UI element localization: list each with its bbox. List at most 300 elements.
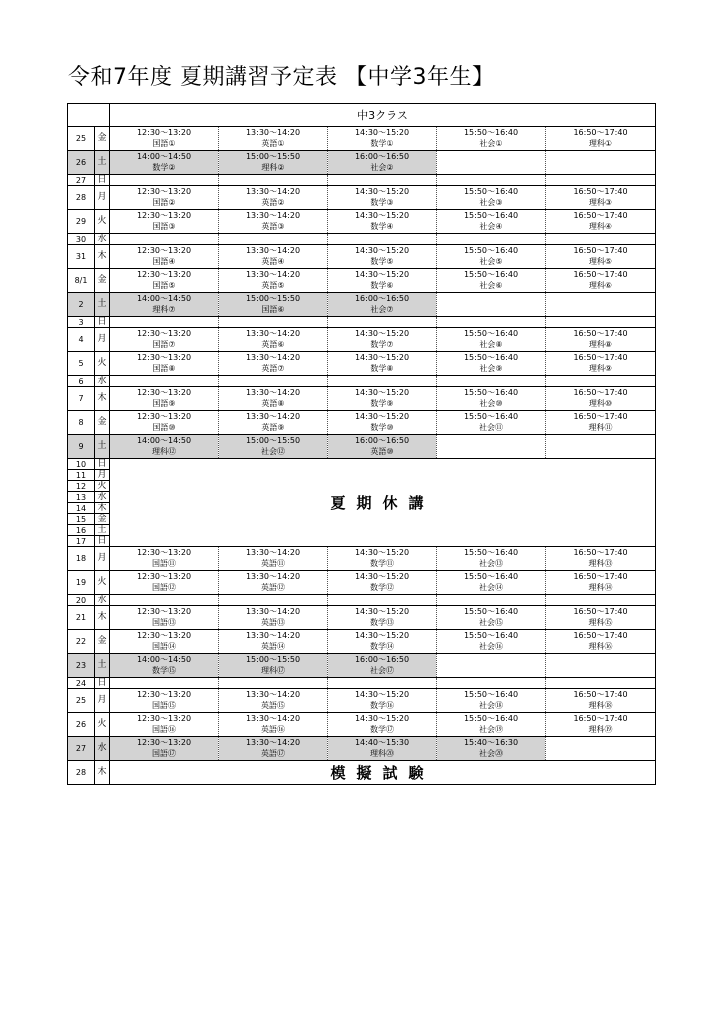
lesson-slot	[219, 411, 328, 435]
class-header: 中3クラス	[110, 104, 656, 127]
lesson-time: 14:30～15:20	[354, 607, 410, 616]
lesson-slot	[219, 151, 328, 175]
lesson-slot	[110, 713, 219, 737]
date-cell: 21	[68, 606, 95, 630]
empty-slot	[219, 595, 328, 606]
header-row	[68, 104, 656, 127]
lesson-time: 16:00～16:50	[354, 294, 410, 303]
lesson-subject: 数学⑰	[370, 724, 394, 734]
date-cell: 11	[68, 470, 95, 481]
weekday-cell: 月	[95, 547, 110, 571]
lesson-slot	[546, 293, 656, 317]
empty-slot	[110, 678, 219, 689]
empty-slot	[219, 175, 328, 186]
lesson-time: 14:30～15:20	[354, 714, 410, 723]
lesson-time: 15:50～16:40	[463, 572, 519, 581]
schedule-row	[68, 234, 656, 245]
lesson-time: 16:50～17:40	[573, 211, 628, 220]
lesson-time: 15:50～16:40	[463, 690, 519, 699]
schedule-row	[68, 547, 656, 571]
lesson-slot	[328, 630, 437, 654]
empty-slot	[328, 175, 437, 186]
lesson-slot	[437, 435, 546, 459]
lesson-time: 14:00～14:50	[136, 436, 192, 445]
lesson-subject: 英語⑧	[261, 398, 285, 408]
lesson-time: 14:30～15:20	[354, 211, 410, 220]
schedule-row	[68, 689, 656, 713]
lesson-subject: 国語②	[152, 197, 176, 207]
weekday-cell: 土	[95, 525, 110, 536]
weekday-cell: 火	[95, 713, 110, 737]
empty-slot	[437, 376, 546, 387]
lesson-time: 13:30～14:20	[245, 738, 301, 747]
weekday-cell: 木	[95, 761, 110, 785]
lesson-slot	[546, 127, 656, 151]
lesson-subject: 理科③	[588, 197, 613, 207]
lesson-time: 16:00～16:50	[354, 152, 410, 161]
weekday-cell: 土	[95, 151, 110, 175]
header-blank	[68, 104, 110, 127]
date-cell: 13	[68, 492, 95, 503]
lesson-time: 12:30～13:20	[136, 187, 192, 196]
lesson-slot	[328, 245, 437, 269]
lesson-slot	[328, 293, 437, 317]
lesson-slot	[437, 387, 546, 411]
schedule-row	[68, 245, 656, 269]
lesson-subject: 社会⑥	[479, 280, 503, 290]
lesson-slot	[219, 245, 328, 269]
lesson-subject: 社会⑮	[479, 617, 503, 627]
lesson-time: 14:00～14:50	[136, 294, 192, 303]
lesson-time: 12:30～13:20	[136, 412, 192, 421]
lesson-time: 12:30～13:20	[136, 353, 192, 362]
lesson-time: 16:50～17:40	[573, 690, 628, 699]
empty-slot	[219, 376, 328, 387]
weekday-cell: 月	[95, 186, 110, 210]
empty-slot	[110, 234, 219, 245]
lesson-time: 13:30～14:20	[245, 690, 301, 699]
lesson-subject: 理科⑬	[588, 558, 613, 568]
lesson-subject: 社会⑩	[479, 398, 503, 408]
lesson-slot	[328, 571, 437, 595]
lesson-time: 15:50～16:40	[463, 353, 519, 362]
empty-slot	[219, 234, 328, 245]
lesson-subject: 国語⑪	[152, 558, 176, 568]
date-cell: 28	[68, 186, 95, 210]
date-cell: 19	[68, 571, 95, 595]
lesson-slot	[437, 630, 546, 654]
date-cell: 25	[68, 689, 95, 713]
date-cell: 26	[68, 713, 95, 737]
lesson-subject: 国語⑫	[152, 582, 176, 592]
empty-slot	[219, 317, 328, 328]
lesson-slot	[110, 151, 219, 175]
empty-slot	[546, 678, 656, 689]
lesson-slot	[219, 654, 328, 678]
lesson-slot	[110, 630, 219, 654]
schedule-row	[68, 387, 656, 411]
empty-slot	[110, 376, 219, 387]
schedule-row	[68, 571, 656, 595]
lesson-slot	[328, 186, 437, 210]
lesson-subject: 英語⑭	[261, 641, 285, 651]
empty-slot	[328, 317, 437, 328]
schedule-row	[68, 328, 656, 352]
lesson-subject: 数学①	[370, 138, 394, 148]
weekday-cell: 水	[95, 376, 110, 387]
schedule-row	[68, 737, 656, 761]
lesson-time: 15:50～16:40	[463, 128, 519, 137]
lesson-subject: 社会⑫	[261, 446, 285, 456]
lesson-slot	[219, 713, 328, 737]
weekday-cell: 火	[95, 481, 110, 492]
lesson-subject: 数学⑦	[370, 339, 394, 349]
lesson-slot	[110, 293, 219, 317]
lesson-slot	[328, 713, 437, 737]
date-cell: 25	[68, 127, 95, 151]
lesson-slot	[328, 606, 437, 630]
weekday-cell: 日	[95, 459, 110, 470]
lesson-subject: 国語⑮	[152, 700, 176, 710]
date-cell: 16	[68, 525, 95, 536]
lesson-time: 14:30～15:20	[354, 412, 410, 421]
lesson-subject: 理科⑮	[588, 617, 613, 627]
lesson-subject: 理科⑧	[588, 339, 613, 349]
lesson-slot	[437, 328, 546, 352]
lesson-slot	[437, 571, 546, 595]
lesson-subject: 理科⑩	[588, 398, 613, 408]
lesson-time: 13:30～14:20	[245, 353, 301, 362]
lesson-subject: 理科⑦	[152, 304, 176, 314]
lesson-slot	[110, 654, 219, 678]
date-cell: 15	[68, 514, 95, 525]
date-cell: 22	[68, 630, 95, 654]
weekday-cell: 金	[95, 127, 110, 151]
lesson-time: 12:30～13:20	[136, 388, 192, 397]
weekday-cell: 日	[95, 536, 110, 547]
lesson-slot	[437, 127, 546, 151]
weekday-cell: 木	[95, 503, 110, 514]
date-cell: 31	[68, 245, 95, 269]
date-cell: 23	[68, 654, 95, 678]
lesson-time: 13:30～14:20	[245, 128, 301, 137]
lesson-slot	[328, 737, 437, 761]
lesson-slot	[437, 411, 546, 435]
lesson-time: 16:50～17:40	[573, 270, 628, 279]
lesson-time: 15:50～16:40	[463, 246, 519, 255]
empty-slot	[437, 234, 546, 245]
lesson-subject: 国語①	[152, 138, 176, 148]
lesson-subject: 理科⑲	[588, 724, 613, 734]
lesson-slot	[546, 186, 656, 210]
lesson-subject: 数学⑧	[370, 363, 394, 373]
lesson-subject: 英語②	[261, 197, 285, 207]
lesson-time: 15:50～16:40	[463, 270, 519, 279]
lesson-subject: 社会⑰	[370, 665, 394, 675]
lesson-subject: 英語③	[261, 221, 285, 231]
weekday-cell: 火	[95, 352, 110, 376]
lesson-time: 16:50～17:40	[573, 631, 628, 640]
weekday-cell: 月	[95, 689, 110, 713]
empty-slot	[546, 376, 656, 387]
weekday-cell: 日	[95, 175, 110, 186]
lesson-slot	[328, 689, 437, 713]
lesson-slot	[546, 571, 656, 595]
lesson-time: 14:30～15:20	[354, 631, 410, 640]
lesson-slot	[110, 127, 219, 151]
lesson-subject: 英語⑪	[261, 558, 285, 568]
lesson-subject: 社会⑧	[479, 339, 503, 349]
lesson-subject: 英語⑤	[261, 280, 285, 290]
lesson-slot	[328, 127, 437, 151]
empty-slot	[546, 234, 656, 245]
lesson-time: 14:00～14:50	[136, 152, 192, 161]
schedule-row	[68, 435, 656, 459]
empty-slot	[437, 678, 546, 689]
lesson-time: 14:00～14:50	[136, 655, 192, 664]
schedule-row	[68, 713, 656, 737]
lesson-slot	[219, 571, 328, 595]
empty-slot	[219, 678, 328, 689]
lesson-time: 15:00～15:50	[245, 294, 301, 303]
weekday-cell: 水	[95, 234, 110, 245]
lesson-slot	[110, 411, 219, 435]
schedule-row	[68, 317, 656, 328]
lesson-slot	[328, 435, 437, 459]
schedule-table	[67, 103, 656, 785]
lesson-slot	[219, 293, 328, 317]
weekday-cell: 火	[95, 571, 110, 595]
lesson-slot	[219, 606, 328, 630]
weekday-cell: 日	[95, 317, 110, 328]
date-cell: 12	[68, 481, 95, 492]
date-cell: 5	[68, 352, 95, 376]
lesson-slot	[437, 689, 546, 713]
date-cell: 6	[68, 376, 95, 387]
schedule-row	[68, 210, 656, 234]
lesson-subject: 社会⑯	[479, 641, 503, 651]
schedule-row	[68, 376, 656, 387]
empty-slot	[110, 595, 219, 606]
lesson-time: 15:50～16:40	[463, 548, 519, 557]
lesson-slot	[219, 186, 328, 210]
lesson-time: 15:50～16:40	[463, 388, 519, 397]
lesson-time: 12:30～13:20	[136, 329, 192, 338]
date-cell: 24	[68, 678, 95, 689]
lesson-slot	[219, 352, 328, 376]
lesson-slot	[546, 210, 656, 234]
lesson-slot	[328, 328, 437, 352]
lesson-slot	[110, 737, 219, 761]
lesson-time: 15:50～16:40	[463, 631, 519, 640]
lesson-subject: 社会①	[479, 138, 503, 148]
lesson-slot	[437, 210, 546, 234]
lesson-slot	[437, 269, 546, 293]
lesson-slot	[110, 245, 219, 269]
lesson-slot	[546, 737, 656, 761]
lesson-time: 12:30～13:20	[136, 246, 192, 255]
lesson-slot	[437, 654, 546, 678]
lesson-time: 13:30～14:20	[245, 329, 301, 338]
lesson-slot	[110, 352, 219, 376]
weekday-cell: 土	[95, 435, 110, 459]
lesson-time: 14:30～15:20	[354, 353, 410, 362]
lesson-time: 15:50～16:40	[463, 714, 519, 723]
lesson-time: 12:30～13:20	[136, 128, 192, 137]
weekday-cell: 木	[95, 606, 110, 630]
lesson-subject: 社会⑲	[479, 724, 503, 734]
lesson-time: 16:50～17:40	[573, 607, 628, 616]
lesson-slot	[219, 269, 328, 293]
lesson-slot	[437, 293, 546, 317]
lesson-time: 13:30～14:20	[245, 548, 301, 557]
lesson-slot	[110, 328, 219, 352]
lesson-time: 14:30～15:20	[354, 270, 410, 279]
lesson-subject: 数学⑨	[370, 398, 394, 408]
schedule-row	[68, 411, 656, 435]
lesson-subject: 国語⑤	[152, 280, 176, 290]
lesson-time: 12:30～13:20	[136, 714, 192, 723]
schedule-row	[68, 761, 656, 785]
mock-exam-notice: 模擬試験	[110, 761, 656, 785]
lesson-subject: 国語⑭	[152, 641, 176, 651]
lesson-subject: 理科②	[261, 162, 285, 172]
lesson-slot	[546, 352, 656, 376]
lesson-time: 14:30～15:20	[354, 128, 410, 137]
lesson-subject: 理科⑰	[261, 665, 285, 675]
weekday-cell: 土	[95, 293, 110, 317]
empty-slot	[110, 175, 219, 186]
lesson-subject: 社会⑪	[479, 422, 503, 432]
lesson-subject: 数学③	[370, 197, 394, 207]
lesson-subject: 英語⑫	[261, 582, 285, 592]
page-title: 令和7年度 夏期講習予定表 【中学3年生】	[68, 65, 495, 90]
date-cell: 8	[68, 411, 95, 435]
lesson-time: 15:50～16:40	[463, 211, 519, 220]
lesson-subject: 英語④	[261, 256, 285, 266]
lesson-slot	[328, 654, 437, 678]
lesson-time: 12:30～13:20	[136, 270, 192, 279]
schedule-row	[68, 352, 656, 376]
lesson-subject: 理科⑤	[588, 256, 613, 266]
lesson-subject: 社会⑨	[479, 363, 503, 373]
lesson-subject: 国語⑰	[152, 748, 176, 758]
lesson-time: 16:50～17:40	[573, 548, 628, 557]
schedule-row	[68, 127, 656, 151]
lesson-time: 12:30～13:20	[136, 211, 192, 220]
empty-slot	[328, 678, 437, 689]
lesson-slot	[219, 210, 328, 234]
lesson-slot	[110, 435, 219, 459]
empty-slot	[110, 317, 219, 328]
lesson-subject: 英語①	[261, 138, 285, 148]
lesson-slot	[219, 630, 328, 654]
date-cell: 14	[68, 503, 95, 514]
empty-slot	[546, 175, 656, 186]
lesson-slot	[437, 547, 546, 571]
lesson-slot	[546, 269, 656, 293]
lesson-time: 14:30～15:20	[354, 388, 410, 397]
weekday-cell: 火	[95, 210, 110, 234]
lesson-time: 14:30～15:20	[354, 187, 410, 196]
lesson-time: 15:50～16:40	[463, 412, 519, 421]
weekday-cell: 金	[95, 269, 110, 293]
weekday-cell: 月	[95, 328, 110, 352]
lesson-time: 15:50～16:40	[463, 607, 519, 616]
empty-slot	[546, 317, 656, 328]
lesson-slot	[110, 547, 219, 571]
weekday-cell: 金	[95, 630, 110, 654]
lesson-time: 14:30～15:20	[354, 572, 410, 581]
lesson-time: 13:30～14:20	[245, 714, 301, 723]
lesson-subject: 国語⑨	[152, 398, 176, 408]
lesson-time: 14:40～15:30	[354, 738, 410, 747]
lesson-slot	[437, 151, 546, 175]
lesson-slot	[328, 269, 437, 293]
date-cell: 2	[68, 293, 95, 317]
lesson-time: 14:30～15:20	[354, 548, 410, 557]
date-cell: 4	[68, 328, 95, 352]
schedule-row	[68, 175, 656, 186]
lesson-slot	[546, 435, 656, 459]
lesson-slot	[110, 606, 219, 630]
lesson-subject: 理科⑥	[588, 280, 613, 290]
weekday-cell: 木	[95, 245, 110, 269]
date-cell: 30	[68, 234, 95, 245]
lesson-slot	[110, 210, 219, 234]
schedule-row	[68, 269, 656, 293]
lesson-time: 12:30～13:20	[136, 738, 192, 747]
empty-slot	[546, 595, 656, 606]
date-cell: 28	[68, 761, 95, 785]
date-cell: 26	[68, 151, 95, 175]
lesson-time: 13:30～14:20	[245, 246, 301, 255]
summer-break-notice: 夏期休講	[110, 459, 656, 547]
lesson-subject: 数学⑥	[370, 280, 394, 290]
lesson-slot	[219, 689, 328, 713]
schedule-row	[68, 151, 656, 175]
date-cell: 20	[68, 595, 95, 606]
lesson-slot	[328, 547, 437, 571]
lesson-subject: 国語⑯	[152, 724, 176, 734]
lesson-slot	[219, 127, 328, 151]
lesson-time: 14:30～15:20	[354, 246, 410, 255]
lesson-time: 16:00～16:50	[354, 655, 410, 664]
weekday-cell: 月	[95, 470, 110, 481]
lesson-subject: 理科⑪	[588, 422, 613, 432]
lesson-slot	[546, 713, 656, 737]
lesson-slot	[219, 387, 328, 411]
lesson-subject: 社会⑬	[479, 558, 503, 568]
weekday-cell: 水	[95, 492, 110, 503]
lesson-subject: 国語⑥	[261, 304, 285, 314]
weekday-cell: 水	[95, 595, 110, 606]
lesson-time: 13:30～14:20	[245, 631, 301, 640]
lesson-slot	[328, 210, 437, 234]
lesson-time: 13:30～14:20	[245, 607, 301, 616]
lesson-subject: 社会⑦	[370, 304, 394, 314]
lesson-subject: 理科⑳	[370, 748, 394, 758]
lesson-time: 15:50～16:40	[463, 329, 519, 338]
date-cell: 3	[68, 317, 95, 328]
lesson-slot	[546, 151, 656, 175]
lesson-subject: 国語⑬	[152, 617, 176, 627]
lesson-subject: 英語⑨	[261, 422, 285, 432]
lesson-time: 13:30～14:20	[245, 211, 301, 220]
lesson-time: 16:50～17:40	[573, 329, 628, 338]
lesson-slot	[437, 606, 546, 630]
lesson-subject: 国語⑩	[152, 422, 176, 432]
